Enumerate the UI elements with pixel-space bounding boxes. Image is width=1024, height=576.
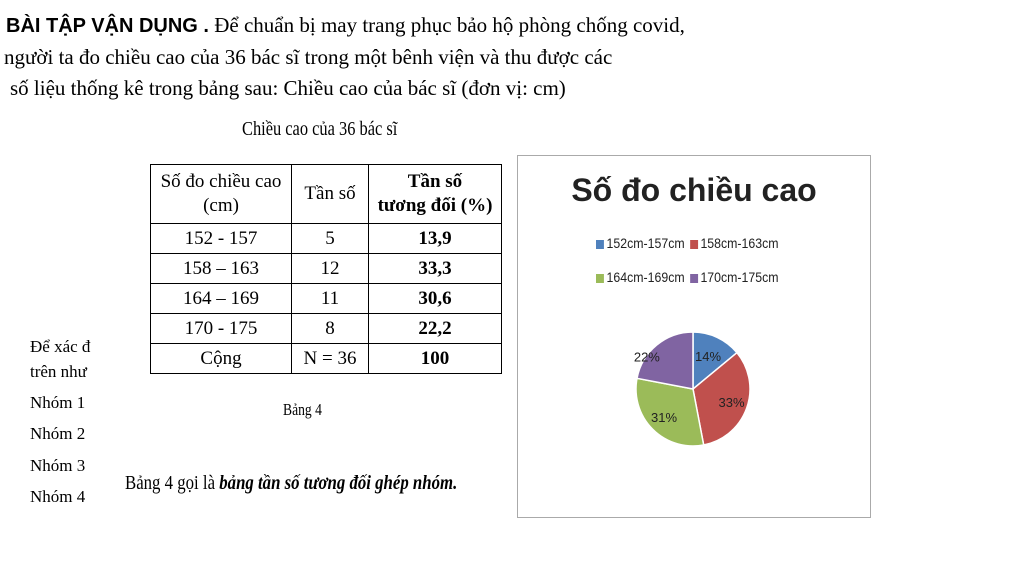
intro-line-3: số liệu thống kê trong bảng sau: Chiều cao của bác sĩ (đơn vị: cm): [10, 76, 566, 100]
table-row: [151, 314, 502, 344]
table-cell: 152 - 157: [151, 224, 292, 254]
exercise-heading: BÀI TẬP VẬN DỤNG .: [6, 15, 209, 37]
header-relative-frequency: Tần số tương đối (%): [369, 165, 502, 224]
pie-data-label: 14%: [695, 349, 722, 365]
intro-line-1-text: Để chuẩn bị may trang phục bảo hộ phòng chống covid,: [208, 13, 685, 37]
table-cell: 8: [292, 314, 369, 344]
pie-chart: [518, 156, 870, 517]
table-cell: 22,2: [369, 314, 502, 344]
table-cell: 100: [369, 344, 502, 374]
legend-label: 152cm-157cm: [606, 235, 685, 251]
table-cell: 11: [292, 284, 369, 314]
legend-label: 170cm-175cm: [700, 269, 779, 285]
table-row: [151, 254, 502, 284]
intro-line-2: người ta đo chiều cao của 36 bác sĩ trong một bênh viện và thu được các: [4, 45, 613, 69]
side-group-1: Nhóm 1: [30, 393, 86, 412]
side-group-4: Nhóm 4: [30, 487, 86, 506]
side-text-2: trên như: [30, 362, 87, 381]
table-cell: 13,9: [369, 224, 502, 254]
side-group-3: Nhóm 3: [30, 456, 86, 475]
table-row: [151, 224, 502, 254]
table-cell: 158 – 163: [151, 254, 292, 284]
table-note-emphasis: bảng tần số tương đối ghép nhóm.: [219, 472, 458, 494]
table-total-row: [151, 344, 502, 374]
table-cell: 5: [292, 224, 369, 254]
side-text-1: Để xác đ: [30, 337, 91, 356]
table-title: Chiều cao của 36 bác sĩ: [242, 118, 398, 140]
legend-label: 158cm-163cm: [700, 235, 779, 251]
table-note-prefix: Bảng 4 gọi là: [125, 472, 220, 494]
table-cell: N = 36: [292, 344, 369, 374]
side-group-2: Nhóm 2: [30, 424, 86, 443]
intro-line-1: [6, 10, 685, 41]
table-cell: 12: [292, 254, 369, 284]
table-cell: 164 – 169: [151, 284, 292, 314]
pie-data-label: 33%: [718, 394, 745, 410]
pie-chart-panel: [517, 155, 871, 518]
table-cell: 30,6: [369, 284, 502, 314]
table-row: [151, 284, 502, 314]
table-note: [125, 472, 457, 495]
table-cell: 170 - 175: [151, 314, 292, 344]
legend-label: 164cm-169cm: [606, 269, 685, 285]
pie-data-label: 31%: [650, 409, 678, 425]
header-height: Số đo chiều cao (cm): [151, 165, 292, 224]
header-frequency: Tần số: [292, 165, 369, 224]
table-header-row: [151, 165, 502, 224]
table-cell: 33,3: [369, 254, 502, 284]
chart-title: Số đo chiều cao: [571, 172, 817, 208]
table-cell: Cộng: [151, 344, 292, 374]
table-caption: Bảng 4: [283, 400, 322, 419]
pie-data-label: 22%: [633, 349, 660, 365]
frequency-table: [150, 164, 502, 374]
